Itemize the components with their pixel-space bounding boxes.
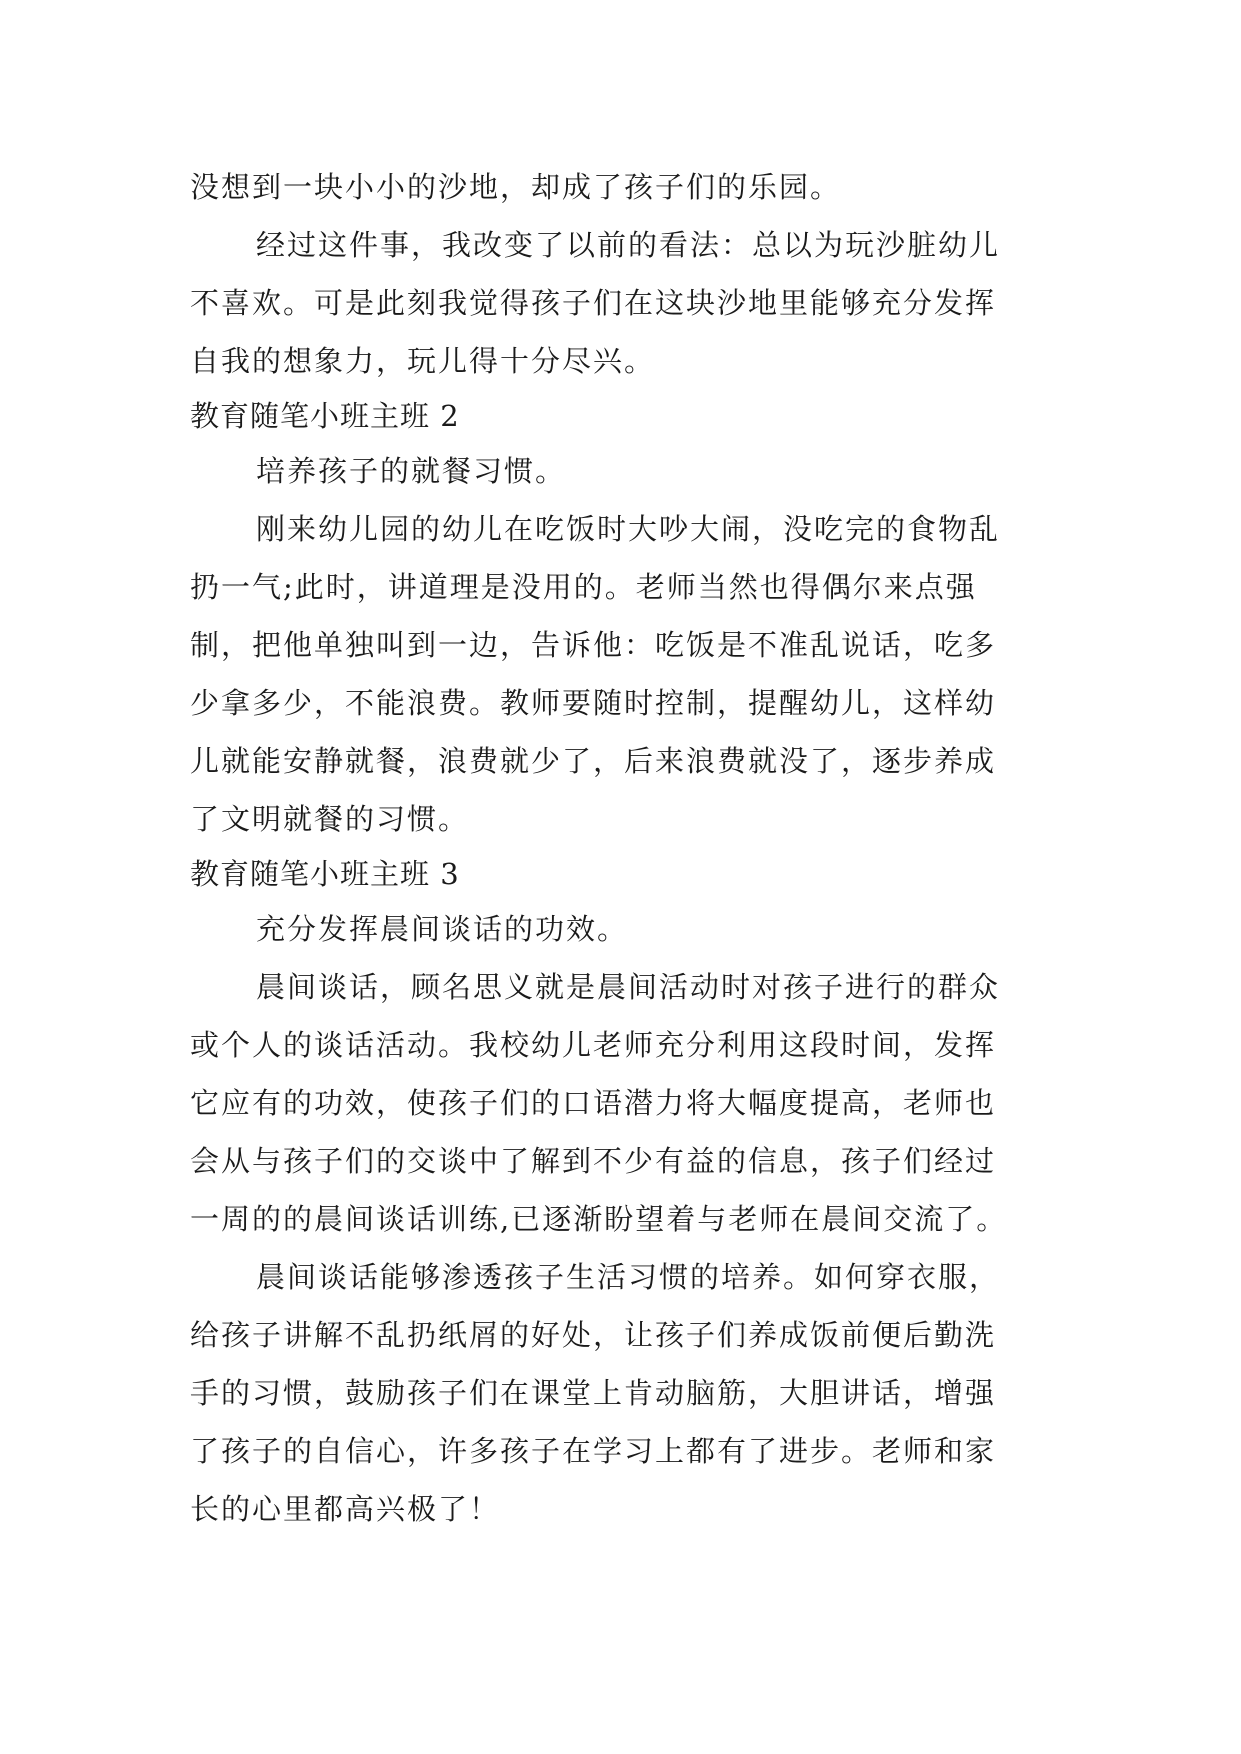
text-line: 或个人的谈话活动。我校幼儿老师充分利用这段时间，发挥 xyxy=(190,1028,997,1062)
text-line: 充分发挥晨间谈话的功效。 xyxy=(256,912,629,946)
text-line: 培养孩子的就餐习惯。 xyxy=(256,454,567,488)
text-line: 给孩子讲解不乱扔纸屑的好处，让孩子们养成饭前便后勤洗 xyxy=(190,1318,997,1352)
text-line: 晨间谈话能够渗透孩子生活习惯的培养。如何穿衣服， xyxy=(256,1260,1001,1294)
text-line: 自我的想象力，玩儿得十分尽兴。 xyxy=(190,344,656,378)
section-heading: 教育随笔小班主班 2 xyxy=(190,399,460,433)
text-line: 了孩子的自信心，许多孩子在学习上都有了进步。老师和家 xyxy=(190,1434,997,1468)
text-line: 制，把他单独叫到一边，告诉他：吃饭是不准乱说话，吃多 xyxy=(190,628,997,662)
section-heading: 教育随笔小班主班 3 xyxy=(190,857,460,891)
text-line: 不喜欢。可是此刻我觉得孩子们在这块沙地里能够充分发挥 xyxy=(190,286,997,320)
text-line: 少拿多少，不能浪费。教师要随时控制，提醒幼儿，这样幼 xyxy=(190,686,997,720)
text-line: 经过这件事，我改变了以前的看法：总以为玩沙脏幼儿 xyxy=(256,228,1001,262)
text-line: 一周的的晨间谈话训练,已逐渐盼望着与老师在晨间交流了。 xyxy=(190,1202,1008,1236)
text-line: 长的心里都高兴极了！ xyxy=(190,1492,501,1526)
text-line: 没想到一块小小的沙地，却成了孩子们的乐园。 xyxy=(190,170,842,204)
text-line: 手的习惯，鼓励孩子们在课堂上肯动脑筋，大胆讲话，增强 xyxy=(190,1376,997,1410)
document-page xyxy=(190,158,1050,1538)
text-line: 刚来幼儿园的幼儿在吃饭时大吵大闹，没吃完的食物乱 xyxy=(256,512,1001,546)
text-line: 扔一气;此时，讲道理是没用的。老师当然也得偶尔来点强 xyxy=(190,570,977,604)
text-line: 它应有的功效，使孩子们的口语潜力将大幅度提高，老师也 xyxy=(190,1086,997,1120)
text-line: 了文明就餐的习惯。 xyxy=(190,802,470,836)
text-line: 儿就能安静就餐，浪费就少了，后来浪费就没了，逐步养成 xyxy=(190,744,997,778)
text-line: 晨间谈话，顾名思义就是晨间活动时对孩子进行的群众 xyxy=(256,970,1001,1004)
text-line: 会从与孩子们的交谈中了解到不少有益的信息，孩子们经过 xyxy=(190,1144,997,1178)
